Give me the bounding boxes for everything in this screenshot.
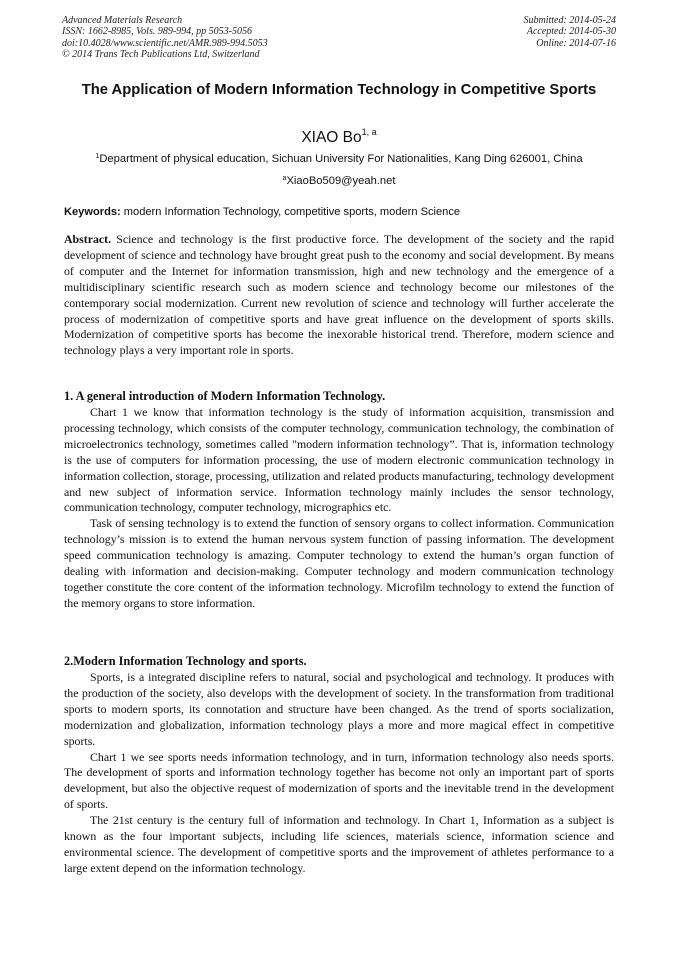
- issn-line: ISSN: 1662-8985, Vols. 989-994, pp 5053-5056: [62, 26, 252, 38]
- accepted-date: Accepted: 2014-05-30: [526, 26, 616, 38]
- section-2-paragraph: Sports, is a integrated discipline refers to natural, social and psychological and technology. It produces with the production of the society, also develops with the development of society. In the transformation from traditional sports to modern sports, its connotation and structure have been changed. As the trend of sports socialization, modernization and globalization, information technology plays a more and more magical effect in competitive sports.: [64, 670, 614, 748]
- author-name: XIAO Bo: [301, 129, 362, 146]
- affiliation-text: Department of physical education, Sichuan University For Nationalities, Kang Ding 626001, China: [99, 153, 583, 165]
- keywords-text: modern Information Technology, competitive sports, modern Science: [120, 206, 461, 218]
- abstract-text: Science and technology is the first productive force. The development of the society and the rapid development of science and technology have brought great push to the economy and social development. By means of computer and the Internet for information transmission, high and new technology and the emergence of a multidisciplinary scientific research such as modern science and technology become our milestones of the contemporary social modernization. Current new revolution of science and technology will further accelerate the process of modernization of competitive sports and have great influence on the development of sports skills. Modernization of competitive sports has become the inexorable historical trend. Therefore, modern science and technology plays a very important role in sports.: [64, 232, 614, 358]
- copyright-line: © 2014 Trans Tech Publications Ltd, Switzerland: [62, 48, 260, 60]
- author-superscript: 1, a: [361, 127, 377, 137]
- section-2-paragraph: The 21st century is the century full of information and technology. In Chart 1, Information as a subject is known as the four important subjects, including life sciences, materials science, information science and environmental science. The development of competitive sports and the improvement of athletes performance to a large extent depend on the information technology.: [64, 813, 614, 875]
- email-superscript: a: [282, 175, 287, 182]
- submitted-date: Submitted: 2014-05-24: [523, 15, 616, 26]
- journal-header-left: [62, 15, 268, 60]
- abstract-paragraph: [64, 232, 614, 359]
- section-2-heading: 2.Modern Information Technology and sports.: [64, 654, 307, 668]
- keywords-label: Keywords:: [64, 206, 121, 218]
- section-2-body: [64, 670, 614, 877]
- doi-line: doi:10.4028/www.scientific.net/AMR.989-994.5053: [62, 37, 268, 49]
- section-1-body: [64, 405, 614, 612]
- paper-title: The Application of Modern Information Technology in Competitive Sports: [81, 82, 597, 98]
- email-address: XiaoBo509@yeah.net: [286, 175, 396, 187]
- online-date: Online: 2014-07-16: [536, 37, 616, 49]
- email-line: [62, 172, 616, 188]
- section-2-paragraph: Chart 1 we see sports needs information technology, and in turn, information technology also needs sports. The development of sports and information technology together has become not only an important part of sports development, but also the objective request of modernization of sports and the inevitable trend in the development of sports.: [64, 749, 614, 812]
- section-1-paragraph: Task of sensing technology is to extend the function of sensory organs to collect information. Communication technology’s mission is to extend the human nervous system function of passing information. The development speed communication technology is amazing. Computer technology to extend the human’s organ function of dealing with information and decision-making. Computer technology and modern communication technology together constitute the core content of the information technology. Microfilm technology to extend the function of the memory organs to store information.: [64, 516, 614, 610]
- abstract-label: Abstract.: [64, 232, 112, 246]
- section-1-heading: 1. A general introduction of Modern Information Technology.: [64, 389, 386, 403]
- journal-name: Advanced Materials Research: [62, 15, 183, 26]
- affiliation-line: [62, 150, 616, 166]
- affiliation-superscript: 1: [95, 153, 100, 160]
- journal-header-right: [524, 15, 617, 49]
- author-line: [62, 122, 616, 148]
- section-1-paragraph: Chart 1 we know that information technology is the study of information acquisition, transmission and processing technology, which consists of the computer technology, communication technology, the combination of microelectronics technology, sometimes called "modern information technology”. That is, information technology is the use of computers for information processing, the use of modern electronic communication technology in information collection, storage, processing, utilization and related products manufacturing, technology development and new subject of information service. Information technology mainly includes the sensor technology, communication technology, computer technology, micrographics etc.: [64, 405, 614, 515]
- keywords-line: [64, 205, 616, 219]
